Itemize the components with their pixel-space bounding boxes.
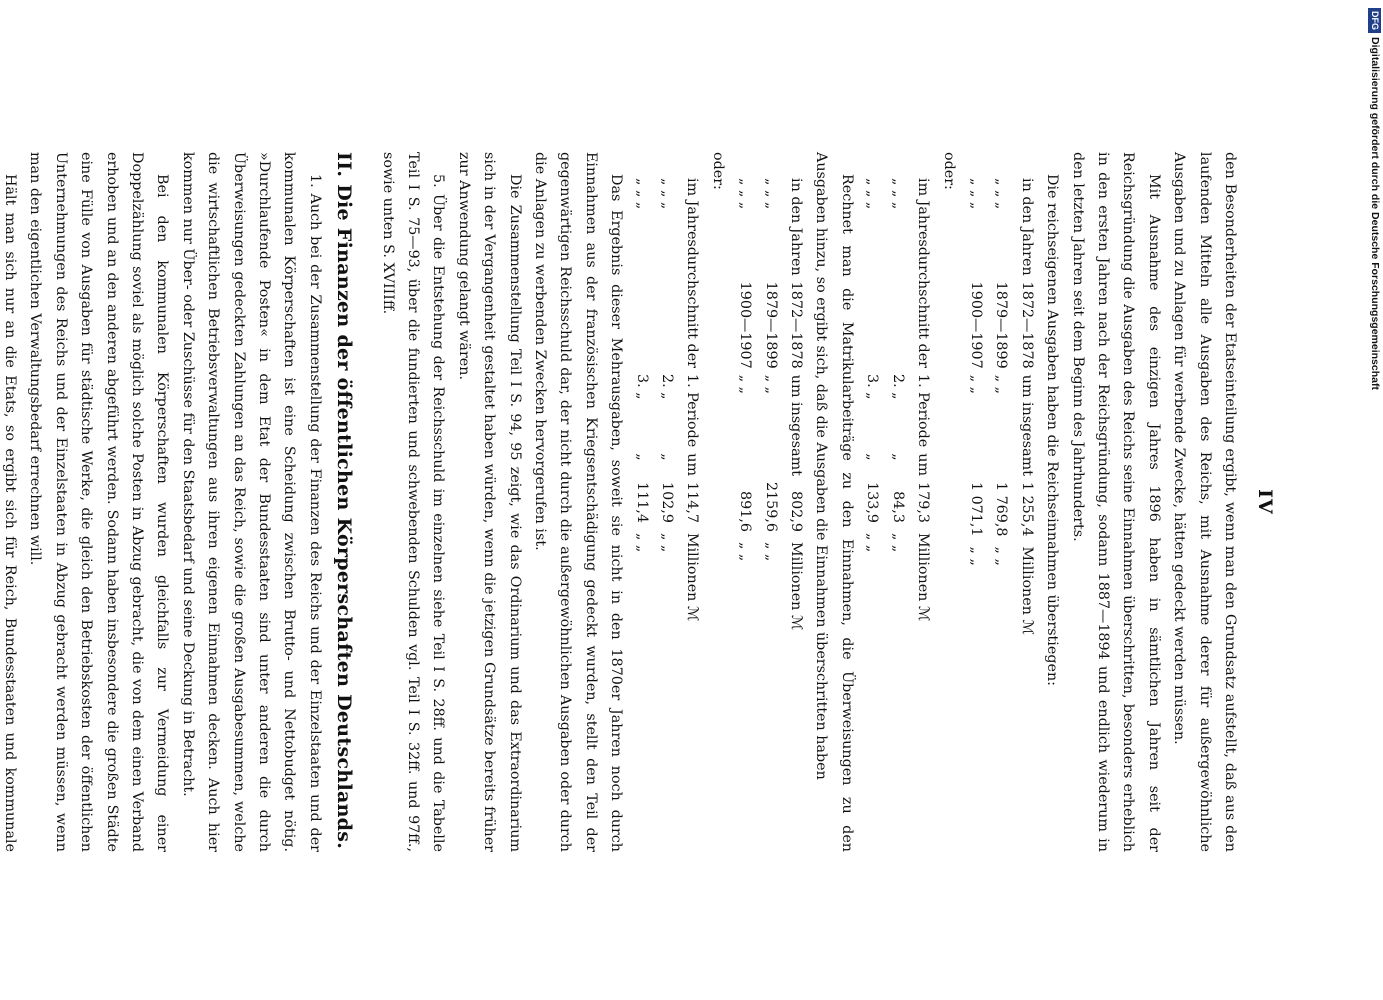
row-period: 2. „ [659,374,676,400]
row-period: 1900—1907 [737,281,754,369]
row-value: 1 255,4 [1018,481,1035,537]
row-word: „ „ [737,374,754,395]
row-value: 1 071,1 [967,481,984,537]
digitization-credit-text: Digitalisierung gefördert durch die Deutsche Forschungsgemeinschaft [1369,37,1381,390]
row-word: „ [889,453,906,461]
row-period: 1872—1878 [1018,281,1035,369]
row-value: 114,7 [684,482,701,523]
row-value: 2159,6 [762,481,779,532]
row-prefix: „ „ „ [967,178,984,210]
row-period: 1879—1899 [993,281,1010,369]
row-period: 3. „ [633,374,650,400]
row-unit: „ „ [737,541,754,562]
row-value: 802,9 [788,491,805,532]
row-unit: „ „ [993,546,1010,566]
row-word: „ „ [993,374,1010,395]
row-prefix: im Jahresdurchschnitt der [915,178,932,368]
row-unit: Millionen ℳ [788,541,805,631]
row-value: 133,9 [864,482,881,523]
row-unit: „ „ [659,532,676,553]
paragraph-7: 5. Über die Entstehung der Reichsschuld im einzelnen siehe Teil I S. 28ff. und die Tabelle Teil I S. 75—93, über die fundierten und schwebenden Schulden vgl. Teil I S. 32ff. und 97ff., sowie unten S. XVIIIff. [379,152,447,852]
row-value: 1 769,8 [993,481,1010,537]
row-value: 84,3 [889,491,906,523]
row-period: 3. „ [864,374,881,400]
paragraph-9: Bei den kommunalen Körperschaften wurden gleichfalls zur Vermeidung einer Doppelzählung soviel als möglich solche Posten in Abzug gebracht, die von dem einen Verband erhoben und an den anderen abgeführt werden. Sodann haben insbesondere die großen Städte eine Fülle von Ausgaben für städtische Werke, die gleich den Betriebskosten der öffentlichen Unternehmungen des Reichs und der Einzelstaaten in Abzug gebracht werden müssen, wenn man den eigentlichen Verwaltungsbedarf errechnen will. [27,152,171,852]
rotated-page [1,152,1276,852]
row-value: 111,4 [633,482,650,523]
table-row [783,178,808,636]
row-word: um [915,453,932,477]
row-prefix: „ „ „ [889,178,906,210]
row-unit: Millionen ℳ [915,532,932,622]
table-row [910,178,935,627]
row-unit: „ „ [967,546,984,566]
row-unit: Millionen ℳ [684,532,701,622]
page-body [0,152,1276,852]
row-word: um insgesamt [1018,374,1035,476]
table-row [628,178,653,627]
row-period: 1872—1878 [788,281,805,369]
paragraph-1: den Besonderheiten der Etatseinteilung ergibt, wenn man den Grundsatz aufstellt, daß aus den laufenden Mitteln alle Ausgaben des Reichs, mit Ausnahme derer für außergewöhnliche Ausgaben und zu Anlagen für werbende Zwecke, hätten gedeckt werden müssen. [1171,152,1238,852]
row-unit: „ „ [762,541,779,562]
row-prefix: „ „ „ [633,178,650,210]
table-row [654,178,679,627]
row-period: 1. Periode [915,374,932,448]
table-row [963,178,988,641]
table-row [1013,178,1038,641]
section-heading: II. Die Finanzen der öffentlichen Körperschaften Deutschlands. [333,152,356,850]
row-unit: „ „ [864,532,881,553]
row-period: 1879—1899 [762,281,779,369]
row-word: „ [659,453,676,461]
paragraph-4: Rechnet man die Matrikularbeiträge zu den Einnahmen, die Überweisungen zu den Ausgaben hinzu, so ergibt sich, daß die Ausgaben die Einnahmen überschritten haben [813,152,855,852]
row-word: „ [864,453,881,461]
row-word: um insgesamt [788,374,805,476]
oder-label-2: oder: [709,152,726,190]
paragraph-2: Mit Ausnahme des einzigen Jahres 1896 haben in sämtlichen Jahren seit der Reichsgründung die Ausgaben des Reichs seine Einnahmen überschritten, besonders erheblich in den ersten Jahren nach der Reichsgründung, sodann 1887—1894 und endlich wiederum in den letzten Jahren seit dem Beginn des Jahrhunderts. [1069,152,1162,852]
oder-label-1: oder: [940,152,957,190]
digitization-credit [1365,8,1383,998]
paragraph-5: Das Ergebnis dieser Mehrausgaben, soweit sie nicht in den 1870er Jahren noch durch Einnahmen aus der französischen Kriegsentschädigung gedeckt wurden, stellt den Teil der gegenwärtigen Reichsschuld dar, der nicht durch die außergewöhnlichen Ausgaben oder durch die Anlagen zu werbenden Zwecken hervorgerufen ist. [532,152,625,852]
row-period: 1. Periode [684,374,701,448]
table-deficits-average [859,178,935,627]
table-row [679,178,704,627]
row-word: „ „ [967,374,984,395]
dfg-logo: DFG [1368,8,1381,33]
table-deficits-total [963,178,1039,641]
table-row [884,178,909,627]
row-value: 179,3 [915,482,932,523]
row-unit: „ „ [633,532,650,553]
row-period: 2. „ [889,374,906,400]
row-value: 102,9 [659,482,676,523]
row-prefix: in den Jahren [1018,178,1035,276]
row-prefix: „ „ „ [762,178,779,210]
row-prefix: „ „ „ [737,178,754,210]
paragraph-3: Die reichseigenen Ausgaben haben die Reichseinnahmen überstiegen: [1044,174,1061,686]
row-prefix: „ „ „ [659,178,676,210]
row-word: „ „ [762,374,779,395]
paragraph-10: Hält man sich nur an die Etats, so ergibt sich für Reich, Bundesstaaten und kommunale [1,174,18,852]
table-row [732,178,757,636]
table-row [757,178,782,636]
row-word: „ [633,453,650,461]
row-unit: Millionen ℳ [1018,546,1035,635]
row-prefix: im Jahresdurchschnitt der [684,178,701,368]
row-prefix: „ „ „ [864,178,881,210]
row-period: 1900—1907 [967,281,984,369]
table-row [859,178,884,627]
table-row [988,178,1013,641]
row-unit: „ „ [889,532,906,553]
paragraph-8: 1. Auch bei der Zusammenstellung der Finanzen des Reichs und der Einzelstaaten und der kommunalen Körperschaften ist eine Scheidung zwischen Brutto- und Nettobudget nötig. »Durchlaufende Posten« in dem Etat der Bundesstaaten sind unter anderen die durch Überweisungen gedeckten Zahlungen an das Reich, sowie die großen Ausgabesummen, welche die wirtschaftlichen Betriebsverwaltungen aus ihren eigenen Einnahmen decken. Auch hier kommen nur Über- oder Zuschüsse für den Staatsbedarf und seine Deckung in Betracht. [179,152,323,852]
table-overrun-average [628,178,704,627]
row-word: um [684,453,701,477]
page-number: IV [1254,489,1276,515]
paragraph-6: Die Zusammenstellung Teil I S. 94, 95 zeigt, wie das Ordinarium und das Extraordinarium sich in der Vergangenheit gestaltet haben würden, wenn die jetzigen Grundsätze bereits früher zur Anwendung gelangt wären. [455,152,523,852]
row-prefix: „ „ „ [993,178,1010,210]
row-value: 891,6 [737,491,754,532]
table-overrun-total [732,178,808,636]
row-prefix: in den Jahren [788,178,805,276]
